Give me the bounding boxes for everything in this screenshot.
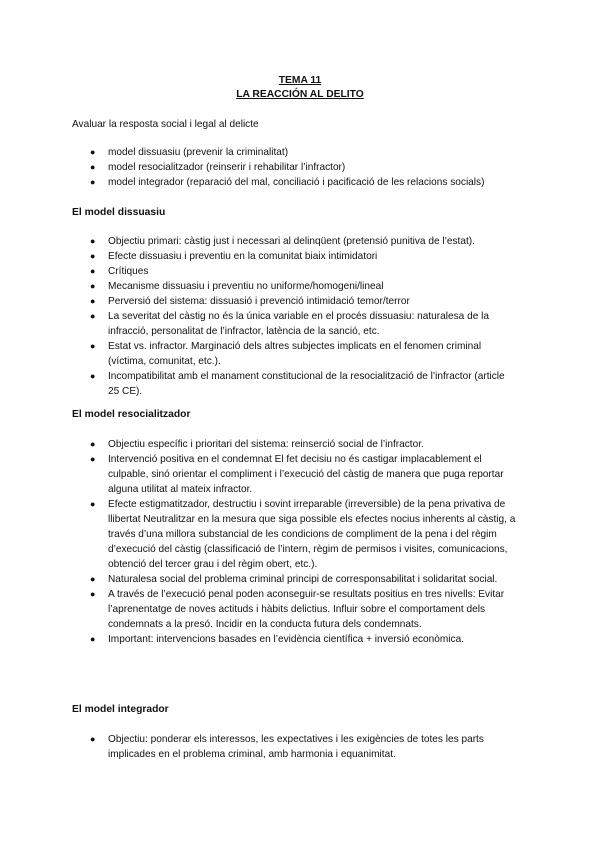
- bullet-icon: ●: [90, 177, 96, 187]
- list-item-text: A través de l’execució penal poden aconseguir-se resultats positius en tres nivells: Evitar l’aprenentatge de noves actituds i hàbits delictius. Influir sobre el comportament dels condemnats a la presó. Incidir en la conducta futura dels condemnats.: [108, 589, 505, 630]
- list-item: [90, 234, 518, 249]
- list-item: [90, 309, 518, 339]
- list-item: [90, 437, 518, 452]
- list-item: [90, 452, 518, 497]
- list-item: [90, 369, 518, 399]
- bullet-icon: ●: [90, 439, 96, 449]
- list-item-text: Incompatibilitat amb el manament constitucional de la resocialització de l’infractor (article 25 CE).: [108, 371, 505, 397]
- resocialitzador-list: [90, 437, 518, 647]
- list-item-text: Objectiu: ponderar els interessos, les expectatives i les exigències de totes les parts implicades en el problema criminal, amb harmonia i equanimitat.: [108, 734, 484, 760]
- bullet-icon: ●: [90, 296, 96, 306]
- dissuasiu-list: [90, 234, 518, 399]
- bullet-icon: ●: [90, 499, 96, 509]
- list-item: [90, 249, 518, 264]
- integrador-list: [90, 732, 526, 762]
- section-heading-dissuasiu: El model dissuasiu: [72, 207, 166, 218]
- bullet-icon: ●: [90, 454, 96, 464]
- list-item-text: model resocialitzador (reinserir i rehabilitar l’infractor): [108, 162, 346, 173]
- bullet-icon: ●: [90, 236, 96, 246]
- list-item-text: Efecte dissuasiu i preventiu en la comunitat biaix intimidatori: [108, 251, 378, 262]
- intro-text: Avaluar la resposta social i legal al delicte: [72, 119, 259, 130]
- bullet-icon: ●: [90, 281, 96, 291]
- list-item-text: Intervenció positiva en el condemnat El fet decisiu no és castigar implacablement el culpable, sinó orientar el compliment i l’execució del càstig de manera que puga reportar alguna utilitat al mateix infractor.: [108, 454, 504, 495]
- list-item-text: Mecanisme dissuasiu i preventiu no uniforme/homogeni/lineal: [108, 281, 384, 292]
- bullet-icon: ●: [90, 634, 96, 644]
- list-item: [90, 279, 518, 294]
- list-item: [90, 264, 518, 279]
- section-heading-integrador: El model integrador: [72, 704, 169, 715]
- list-item: [90, 732, 526, 762]
- list-item: [90, 145, 530, 160]
- list-item-text: model dissuasiu (prevenir la criminalitat): [108, 147, 289, 158]
- list-item: [90, 160, 530, 175]
- bullet-icon: ●: [90, 147, 96, 157]
- list-item: [90, 339, 518, 369]
- list-item-text: Important: intervencions basades en l’evidència científica + inversió econòmica.: [108, 634, 464, 645]
- bullet-icon: ●: [90, 574, 96, 584]
- bullet-icon: ●: [90, 371, 96, 381]
- list-item-text: Naturalesa social del problema criminal principi de corresponsabilitat i solidaritat social.: [108, 574, 498, 585]
- list-item-text: Efecte estigmatitzador, destructiu i sovint irreparable (irreversible) de la pena privativa de llibertat Neutralitzar en la mesura que siga possible els efectes nocius inherents al càstig, a través d’una millora substancial de les condicions de compliment de la pena i del règim d’execució del càstig (classificació de l’intern, règim de permisos i visites, comunicacions, obtenció del tercer grau i del règim obert, etc.).: [108, 499, 516, 570]
- bullet-icon: ●: [90, 734, 96, 744]
- list-item-text: Objectiu primari: càstig just i necessari al delinqüent (pretensió punitiva de l’estat).: [108, 236, 475, 247]
- list-item: [90, 294, 518, 309]
- bullet-icon: ●: [90, 266, 96, 276]
- list-item: [90, 497, 518, 572]
- bullet-icon: ●: [90, 162, 96, 172]
- list-item-text: La severitat del càstig no és la única variable en el procés dissuasiu: naturalesa de la infracció, personalitat de l’infractor, latència de la sanció, etc.: [108, 311, 489, 337]
- title-line-1: TEMA 11: [278, 75, 322, 86]
- bullet-icon: ●: [90, 589, 96, 599]
- bullet-icon: ●: [90, 341, 96, 351]
- list-item-text: Perversió del sistema: dissuasió i prevenció intimidació temor/terror: [108, 296, 410, 307]
- list-item: [90, 587, 518, 632]
- bullet-icon: ●: [90, 251, 96, 261]
- list-item-text: Objectiu específic i prioritari del sistema: reinserció social de l’infractor.: [108, 439, 424, 450]
- title-line-2: LA REACCIÓN AL DELITO: [236, 89, 364, 100]
- section-heading-resocialitzador: El model resocialitzador: [72, 409, 191, 420]
- list-item: [90, 572, 518, 587]
- bullet-icon: ●: [90, 311, 96, 321]
- intro-list: [90, 145, 530, 190]
- list-item-text: Estat vs. infractor. Marginació dels altres subjectes implicats en el fenomen criminal (víctima, comunitat, etc.).: [108, 341, 482, 367]
- document-title: [0, 74, 600, 102]
- list-item-text: model integrador (reparació del mal, conciliació i pacificació de les relacions socials): [108, 177, 485, 188]
- list-item-text: Crítiques: [108, 266, 149, 277]
- list-item: [90, 175, 530, 190]
- list-item: [90, 632, 518, 647]
